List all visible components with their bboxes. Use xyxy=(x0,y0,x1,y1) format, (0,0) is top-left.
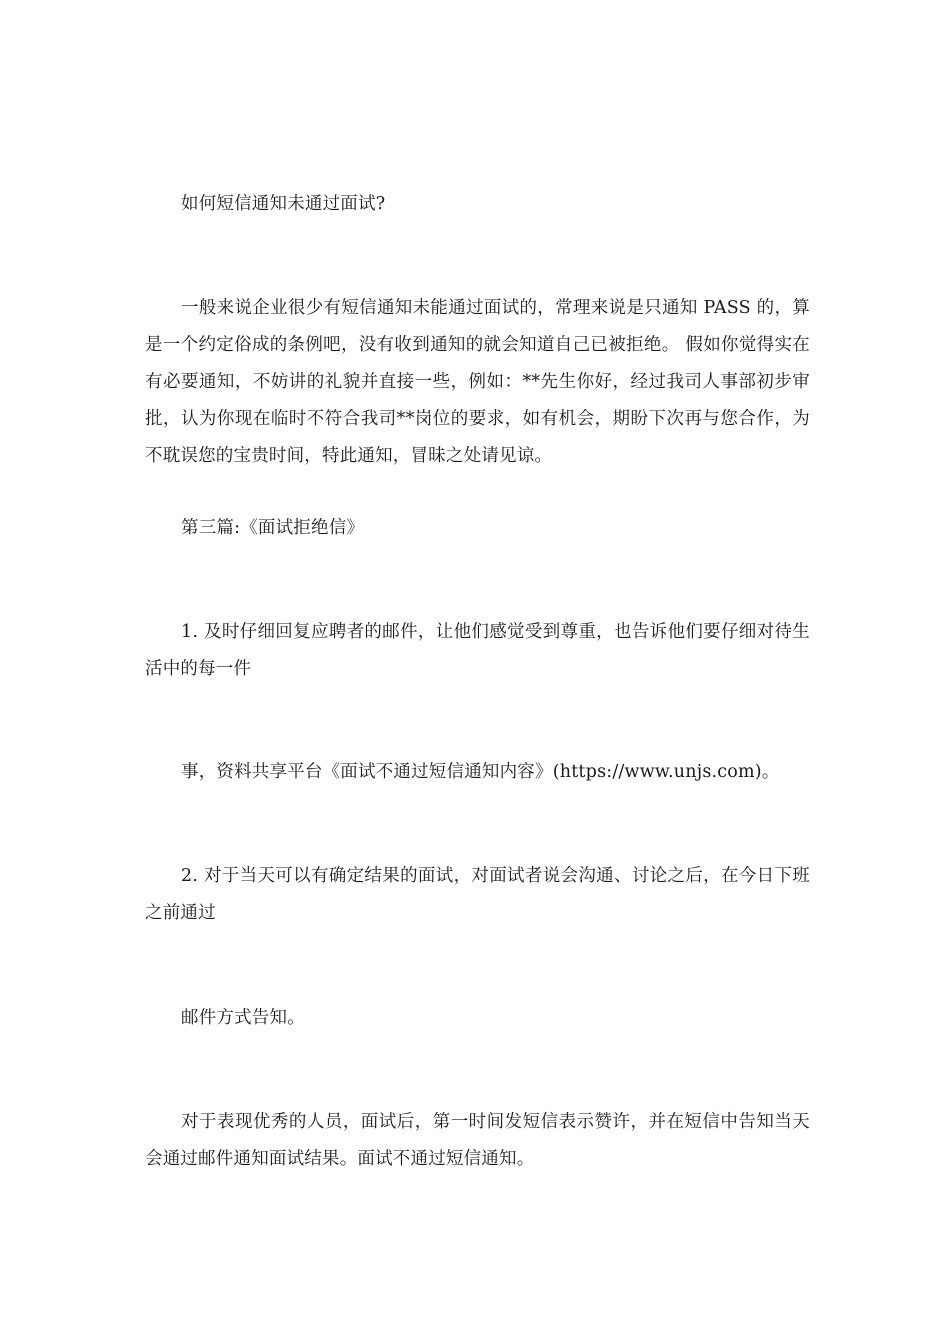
paragraph-point-1: 1. 及时仔细回复应聘者的邮件，让他们感觉受到尊重，也告诉他们要仔细对待生活中的每一件 xyxy=(145,622,810,679)
paragraph-point-2-continued: 邮件方式告知。 xyxy=(181,1008,305,1028)
paragraph-point-1-continued: 事，资料共享平台《面试不通过短信通知内容》(https://www.unjs.com)。 xyxy=(181,762,780,782)
document-heading: 如何短信通知未通过面试? xyxy=(181,194,386,214)
paragraph-point-2: 2. 对于当天可以有确定结果的面试，对面试者说会沟通、讨论之后，在今日下班之前通过 xyxy=(145,866,810,923)
section-title-rejection-letter: 第三篇:《面试拒绝信》 xyxy=(181,518,365,538)
paragraph-excellent-candidates: 对于表现优秀的人员，面试后，第一时间发短信表示赞许，并在短信中告知当天会通过邮件通知面试结果。面试不通过短信通知。 xyxy=(145,1112,810,1169)
paragraph-sms-notification: 一般来说企业很少有短信通知未能通过面试的，常理来说是只通知 PASS 的，算是一个约定俗成的条例吧，没有收到通知的就会知道自己已被拒绝。 假如你觉得实在有必要通知，不妨讲的礼貌并直接一些，例如：**先生你好，经过我司人事部初步审批，认为你现在临时不符合我司**岗位的要求，如有机会，期盼下次再与您合作，为不耽误您的宝贵时间，特此通知，冒昧之处请见谅。 xyxy=(145,298,810,466)
